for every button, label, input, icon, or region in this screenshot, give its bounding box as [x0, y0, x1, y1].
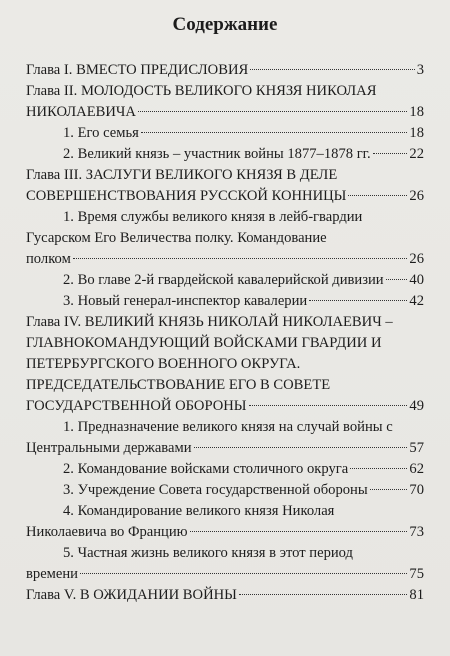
toc-subentry — [26, 270, 424, 291]
dot-leader — [190, 531, 408, 532]
toc-entry-page: 75 — [409, 566, 424, 582]
toc-subentry — [26, 228, 424, 249]
toc-entry — [26, 102, 424, 123]
table-of-contents — [26, 60, 424, 606]
toc-entry — [26, 396, 424, 417]
toc-entry-text: ПЕТЕРБУРГСКОГО ВОЕННОГО ОКРУГА. — [26, 356, 301, 372]
toc-subentry — [26, 459, 424, 480]
dot-leader — [138, 111, 407, 112]
toc-entry-text: ГОСУДАРСТВЕННОЙ ОБОРОНЫ — [26, 398, 247, 414]
dot-leader — [373, 153, 408, 154]
toc-entry — [26, 375, 424, 396]
toc-entry — [26, 60, 424, 81]
toc-entry-text: 3. Учреждение Совета государственной обороны — [63, 482, 368, 498]
toc-entry-text: ГЛАВНОКОМАНДУЮЩИЙ ВОЙСКАМИ ГВАРДИИ И — [26, 335, 382, 351]
dot-leader — [250, 69, 414, 70]
toc-subentry — [26, 543, 424, 564]
page-title: Содержание — [172, 14, 278, 35]
toc-entry-text: 2. Командование войсками столичного округа — [63, 461, 349, 477]
toc-entry-page: 26 — [409, 188, 424, 204]
toc-entry-text: СОВЕРШЕНСТВОВАНИЯ РУССКОЙ КОННИЦЫ — [26, 188, 347, 204]
toc-entry — [26, 165, 424, 186]
dot-leader — [194, 447, 408, 448]
dot-leader — [348, 195, 407, 196]
toc-entry — [26, 354, 424, 375]
toc-entry-text: 2. Во главе 2-й гвардейской кавалерийской дивизии — [63, 272, 384, 288]
toc-entry-page: 42 — [409, 293, 424, 309]
toc-entry-page: 26 — [409, 251, 424, 267]
toc-subentry — [26, 564, 424, 585]
dot-leader — [370, 489, 408, 490]
toc-entry — [26, 333, 424, 354]
toc-subentry — [26, 501, 424, 522]
dot-leader — [249, 405, 408, 406]
toc-subentry — [26, 522, 424, 543]
toc-entry-text: 5. Частная жизнь великого князя в этот период — [63, 545, 353, 561]
toc-entry-page: 73 — [409, 524, 424, 540]
toc-entry-page: 3 — [416, 62, 424, 78]
toc-entry-page: 62 — [409, 461, 424, 477]
dot-leader — [73, 258, 408, 259]
toc-entry — [26, 81, 424, 102]
toc-entry-text: 1. Предназначение великого князя на случай войны с — [63, 419, 393, 435]
toc-subentry — [26, 480, 424, 501]
toc-entry — [26, 186, 424, 207]
toc-entry-text: Глава II. МОЛОДОСТЬ ВЕЛИКОГО КНЯЗЯ НИКОЛАЯ — [26, 83, 377, 99]
toc-subentry — [26, 291, 424, 312]
toc-entry-text: полком — [26, 251, 71, 267]
toc-subentry — [26, 123, 424, 144]
toc-subentry — [26, 438, 424, 459]
toc-entry-text: Николаевича во Францию — [26, 524, 188, 540]
toc-subentry — [26, 249, 424, 270]
toc-entry-text: Глава III. ЗАСЛУГИ ВЕЛИКОГО КНЯЗЯ В ДЕЛЕ — [26, 167, 338, 183]
toc-entry — [26, 312, 424, 333]
toc-entry-text: Глава V. В ОЖИДАНИИ ВОЙНЫ — [26, 587, 237, 603]
toc-entry-page: 49 — [409, 398, 424, 414]
toc-subentry — [26, 417, 424, 438]
toc-entry-page: 70 — [409, 482, 424, 498]
toc-entry-page: 18 — [409, 125, 424, 141]
toc-entry-text: НИКОЛАЕВИЧА — [26, 104, 136, 120]
toc-entry-text: времени — [26, 566, 78, 582]
dot-leader — [141, 132, 408, 133]
toc-entry-text: 3. Новый генерал-инспектор кавалерии — [63, 293, 308, 309]
toc-entry-page: 40 — [409, 272, 424, 288]
toc-entry-text: Глава I. ВМЕСТО ПРЕДИСЛОВИЯ — [26, 62, 249, 78]
toc-entry-page: 57 — [409, 440, 424, 456]
dot-leader — [386, 279, 408, 280]
dot-leader — [80, 573, 407, 574]
toc-entry-text: 1. Его семья — [63, 125, 139, 141]
toc-entry-page: 18 — [409, 104, 424, 120]
dot-leader — [350, 468, 407, 469]
toc-entry-text: Глава IV. ВЕЛИКИЙ КНЯЗЬ НИКОЛАЙ НИКОЛАЕВИЧ – — [26, 314, 393, 330]
toc-entry-page: 81 — [409, 587, 424, 603]
toc-entry-text: Гусарском Его Величества полку. Командование — [26, 230, 327, 246]
toc-entry-text: 2. Великий князь – участник войны 1877–1878 гг. — [63, 146, 371, 162]
toc-subentry — [26, 144, 424, 165]
toc-entry-text: 1. Время службы великого князя в лейб-гвардии — [63, 209, 363, 225]
toc-entry-page: 22 — [409, 146, 424, 162]
toc-subentry — [26, 207, 424, 228]
toc-entry-text: Центральными державами — [26, 440, 192, 456]
dot-leader — [239, 594, 408, 595]
toc-entry-text: 4. Командирование великого князя Николая — [63, 503, 335, 519]
toc-entry — [26, 585, 424, 606]
toc-entry-text: ПРЕДСЕДАТЕЛЬСТВОВАНИЕ ЕГО В СОВЕТЕ — [26, 377, 331, 393]
dot-leader — [309, 300, 407, 301]
